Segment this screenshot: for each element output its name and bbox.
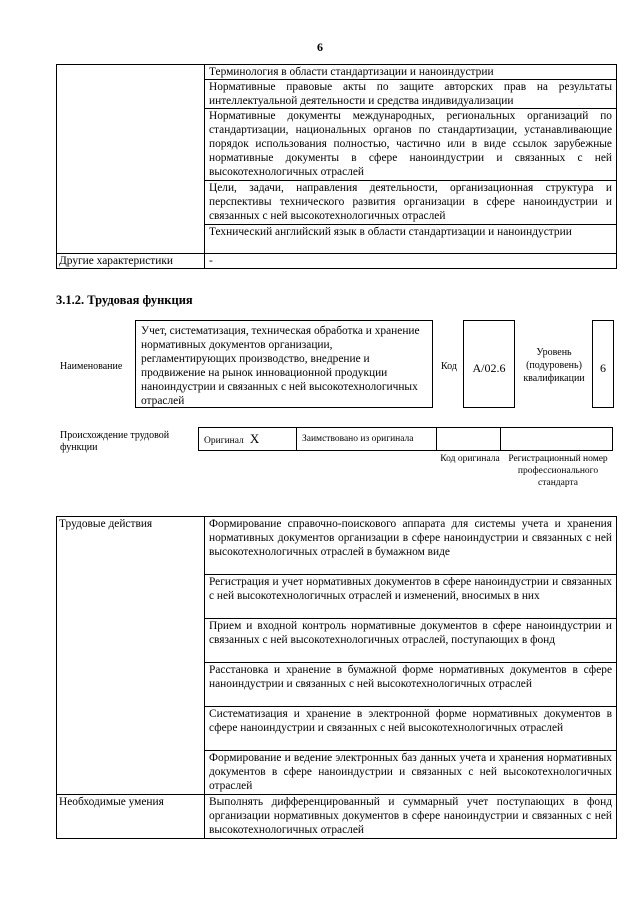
- knowledge-table: [56, 64, 617, 269]
- labor-action: Формирование и ведение электронных баз данных учета и хранения нормативных документов в сфере наноиндустрии и связанных с ней высокотехнологичных отраслей: [205, 751, 617, 795]
- code-label: Код: [441, 361, 457, 372]
- knowledge-row: Терминология в области стандартизации и наноиндустрии: [205, 65, 617, 80]
- section-title: 3.1.2. Трудовая функция: [56, 293, 193, 307]
- origin-table: [198, 427, 613, 451]
- registration-number-cell: [501, 428, 613, 451]
- function-code-box: A/02.6: [463, 320, 515, 408]
- registration-number-caption: Регистрационный номер профессионального стандарта: [508, 454, 608, 488]
- labor-action: Прием и входной контроль нормативные документов в сфере наноиндустрии и связанных с ней высокотехнологичных отраслей, поступающих в фонд: [205, 619, 617, 663]
- function-name-box: Учет, систематизация, техническая обработка и хранение нормативных документов организации, регламентирующих производство, внедрение и продвижение на рынок инновационной продукции наноиндустрии и связанных с ней высокотехнологичных отраслей: [135, 320, 433, 408]
- original-code-caption: Код оригинала: [440, 454, 500, 464]
- knowledge-row: Нормативные правовые акты по защите авторских прав на результаты интеллектуальной деятельности и средства индивидуализации: [205, 80, 617, 109]
- borrowed-label: Заимствовано из оригинала: [297, 428, 437, 451]
- qualification-level-box: 6: [592, 320, 614, 408]
- original-label: Оригинал: [204, 436, 244, 446]
- other-characteristics-value: -: [205, 254, 617, 269]
- labor-action: Систематизация и хранение в электронной форме нормативных документов в сфере наноиндустрии и связанных с ней высокотехнологичных отраслей: [205, 707, 617, 751]
- origin-original-cell: [199, 428, 297, 451]
- knowledge-label-cell: [57, 65, 205, 254]
- original-mark: X: [249, 431, 260, 446]
- labor-actions-table: [56, 516, 617, 839]
- skills-label: Необходимые умения: [57, 795, 205, 839]
- knowledge-row: Технический английский язык в области стандартизации и наноиндустрии: [205, 225, 617, 254]
- name-label: Наименование: [60, 361, 123, 372]
- knowledge-row: Цели, задачи, направления деятельности, организационная структура и перспективы технического развития организации в сфере наноиндустрии и связанных с ней высокотехнологичных отраслей: [205, 181, 617, 225]
- labor-action: Расстановка и хранение в бумажной форме нормативных документов в сфере наноиндустрии и связанных с ней высокотехнологичных отраслей: [205, 663, 617, 707]
- other-characteristics-label: Другие характеристики: [57, 254, 205, 269]
- qualification-level-label: Уровень (подуровень) квалификации: [523, 347, 585, 384]
- origin-label: Происхождение трудовой функции: [60, 430, 170, 453]
- original-code-cell: [437, 428, 501, 451]
- labor-action: Регистрация и учет нормативных документов в сфере наноиндустрии и связанных с ней высокотехнологичных отраслей и изменений, вносимых в них: [205, 575, 617, 619]
- labor-action: Формирование справочно-поискового аппарата для системы учета и хранения нормативных документов организации в сфере наноиндустрии и связанных с ней высокотехнологичных отраслей в бумажном виде: [205, 517, 617, 575]
- labor-actions-label: Трудовые действия: [57, 517, 205, 795]
- knowledge-row: Нормативные документы международных, региональных организаций по стандартизации, национальных органов по стандартизации, устанавливающие порядок использования полностью, частично или в виде ссылок зарубежные нормативные документы в сфере наноиндустрии и связанных с ней высокотехнологичных отраслей: [205, 109, 617, 181]
- page-number: 6: [317, 40, 323, 54]
- skill-item: Выполнять дифференцированный и суммарный учет поступающих в фонд организации нормативных документов в сфере наноиндустрии и связанных с ней высокотехнологичных отраслей: [205, 795, 617, 839]
